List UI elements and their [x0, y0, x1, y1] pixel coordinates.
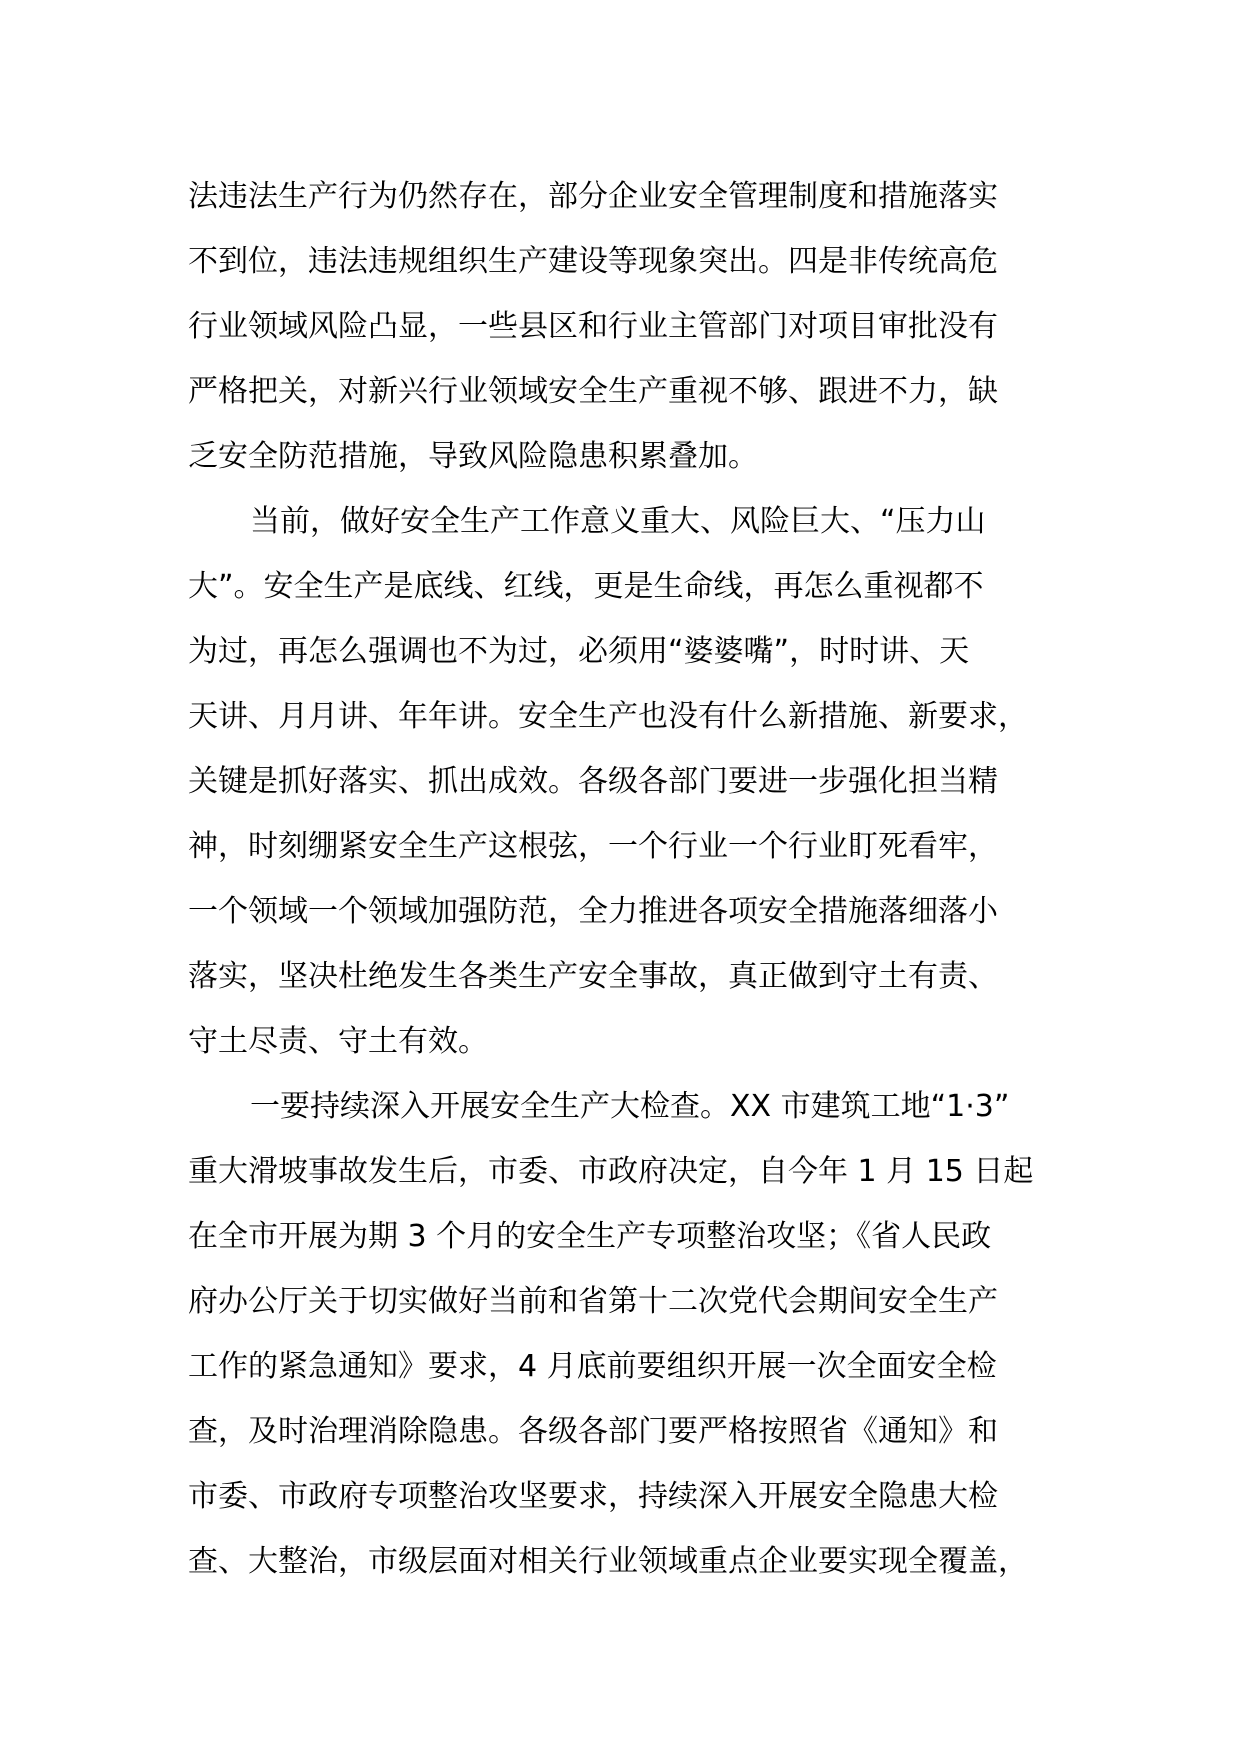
text-line: 法违法生产行为仍然存在，部分企业安全管理制度和措施落实	[188, 179, 998, 214]
text-line: 市委、市政府专项整治攻坚要求，持续深入开展安全隐患大检	[188, 1479, 998, 1514]
text-line: 天讲、月月讲、年年讲。安全生产也没有什么新措施、新要求，	[188, 699, 1028, 734]
text-line: 关键是抓好落实、抓出成效。各级各部门要进一步强化担当精	[188, 764, 998, 799]
text-line: 神，时刻绷紧安全生产这根弦，一个行业一个行业盯死看牢，	[188, 829, 998, 864]
document-body	[188, 164, 1068, 1594]
text-line: 重大滑坡事故发生后，市委、市政府决定，自今年 1 月 15 日起	[188, 1154, 1034, 1189]
text-line: 大”。安全生产是底线、红线，更是生命线，再怎么重视都不	[188, 569, 984, 604]
text-line: 为过，再怎么强调也不为过，必须用“婆婆嘴”，时时讲、天	[188, 634, 970, 669]
paragraph-2	[188, 489, 1068, 1074]
text-line: 查，及时治理消除隐患。各级各部门要严格按照省《通知》和	[188, 1414, 998, 1449]
text-line: 工作的紧急通知》要求，4 月底前要组织开展一次全面安全检	[188, 1349, 997, 1384]
text-line: 府办公厅关于切实做好当前和省第十二次党代会期间安全生产	[188, 1284, 998, 1319]
text-line: 严格把关，对新兴行业领域安全生产重视不够、跟进不力，缺	[188, 374, 998, 409]
text-line: 一个领域一个领域加强防范，全力推进各项安全措施落细落小	[188, 894, 998, 929]
text-line: 乏安全防范措施，导致风险隐患积累叠加。	[188, 439, 758, 474]
text-line: 不到位，违法违规组织生产建设等现象突出。四是非传统高危	[188, 244, 998, 279]
text-line: 一要持续深入开展安全生产大检查。XX 市建筑工地“1·3”	[250, 1089, 1010, 1124]
text-line: 落实，坚决杜绝发生各类生产安全事故，真正做到守土有责、	[188, 959, 998, 994]
text-line: 行业领域风险凸显，一些县区和行业主管部门对项目审批没有	[188, 309, 998, 344]
text-line: 在全市开展为期 3 个月的安全生产专项整治攻坚；《省人民政	[188, 1219, 992, 1254]
paragraph-3	[188, 1074, 1068, 1594]
text-line: 守土尽责、守土有效。	[188, 1024, 488, 1059]
text-line: 查、大整治，市级层面对相关行业领域重点企业要实现全覆盖，	[188, 1544, 1028, 1579]
paragraph-1	[188, 164, 1068, 489]
text-line: 当前，做好安全生产工作意义重大、风险巨大、“压力山	[250, 504, 986, 539]
